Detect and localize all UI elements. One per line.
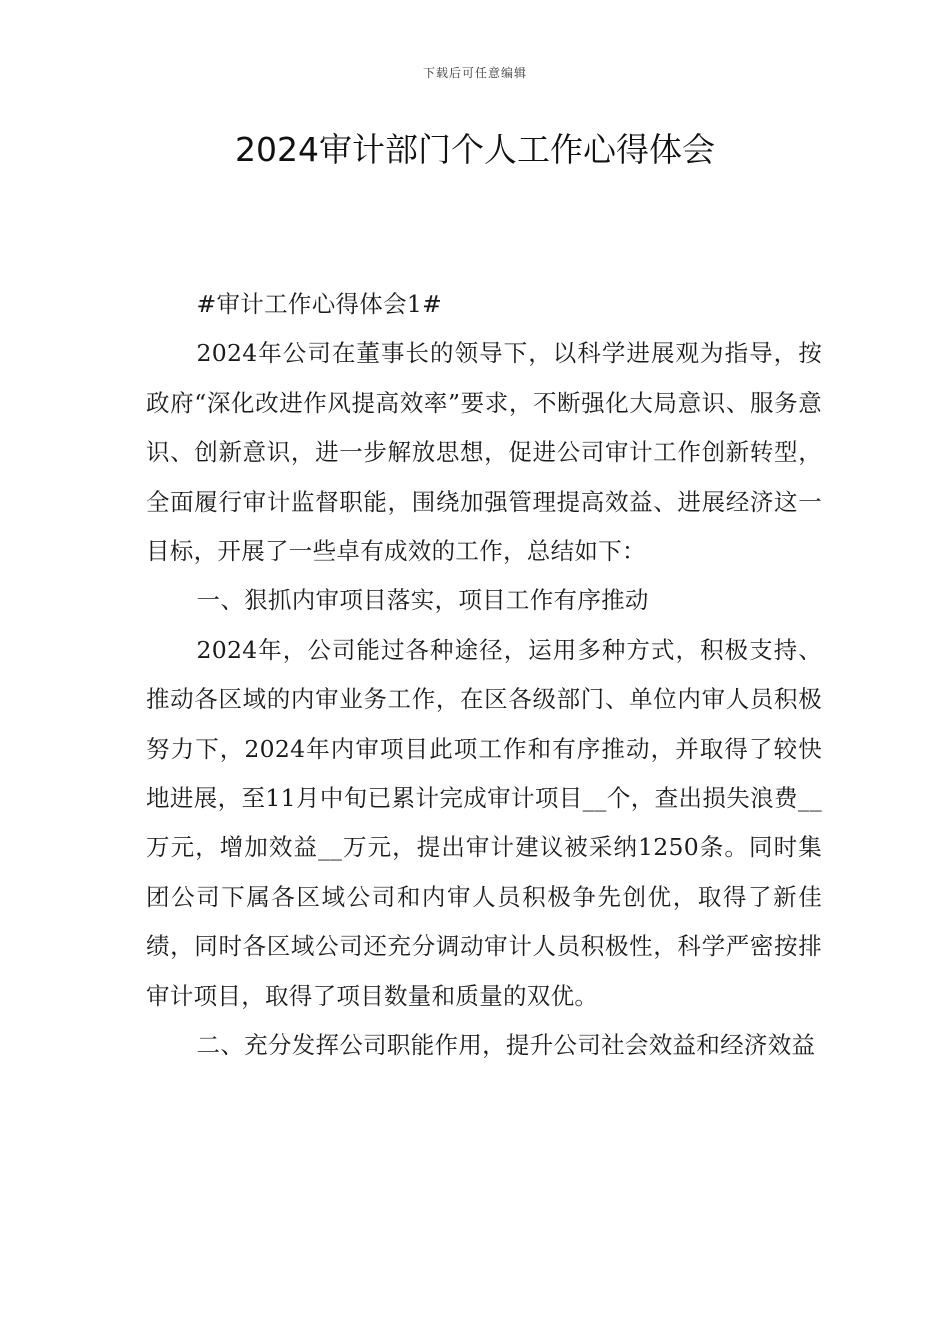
document-body	[146, 280, 822, 1071]
page-header-note: 下载后可任意编辑	[422, 66, 527, 80]
section-heading-1: #审计工作心得体会1#	[196, 290, 443, 318]
section-heading-2: 一、狠抓内审项目落实，项目工作有序推动	[196, 586, 649, 615]
paragraph-intro: 2024年公司在董事长的领导下，以科学进展观为指导，按政府“深化改进作风提高效率”要求，不断强化大局意识、服务意识、创新意识，进一步解放思想，促进公司审计工作创新转型，全面履行审计监督职能，围绕加强管理提高效益、进展经济这一目标，开展了一些卓有成效的工作，总结如下：	[146, 339, 822, 566]
section-heading-3: 二、充分发挥公司职能作用，提升公司社会效益和经济效益	[196, 1031, 816, 1060]
paragraph-audit-projects: 2024年，公司能过各种途径，运用多种方式，积极支持、推动各区域的内审业务工作，在区各级部门、单位内审人员积极努力下，2024年内审项目此项工作和有序推动，并取得了较快地进展，至11月中旬已累计完成审计项目__个，查出损失浪费__万元，增加效益__万元，提出审计建议被采纳1250条。同时集团公司下属各区域公司和内审人员积极争先创优，取得了新佳绩，同时各区域公司还充分调动审计人员积极性，科学严密按排审计项目，取得了项目数量和质量的双优。	[146, 635, 822, 1010]
document-title: 2024审计部门个人工作心得体会	[235, 130, 715, 169]
